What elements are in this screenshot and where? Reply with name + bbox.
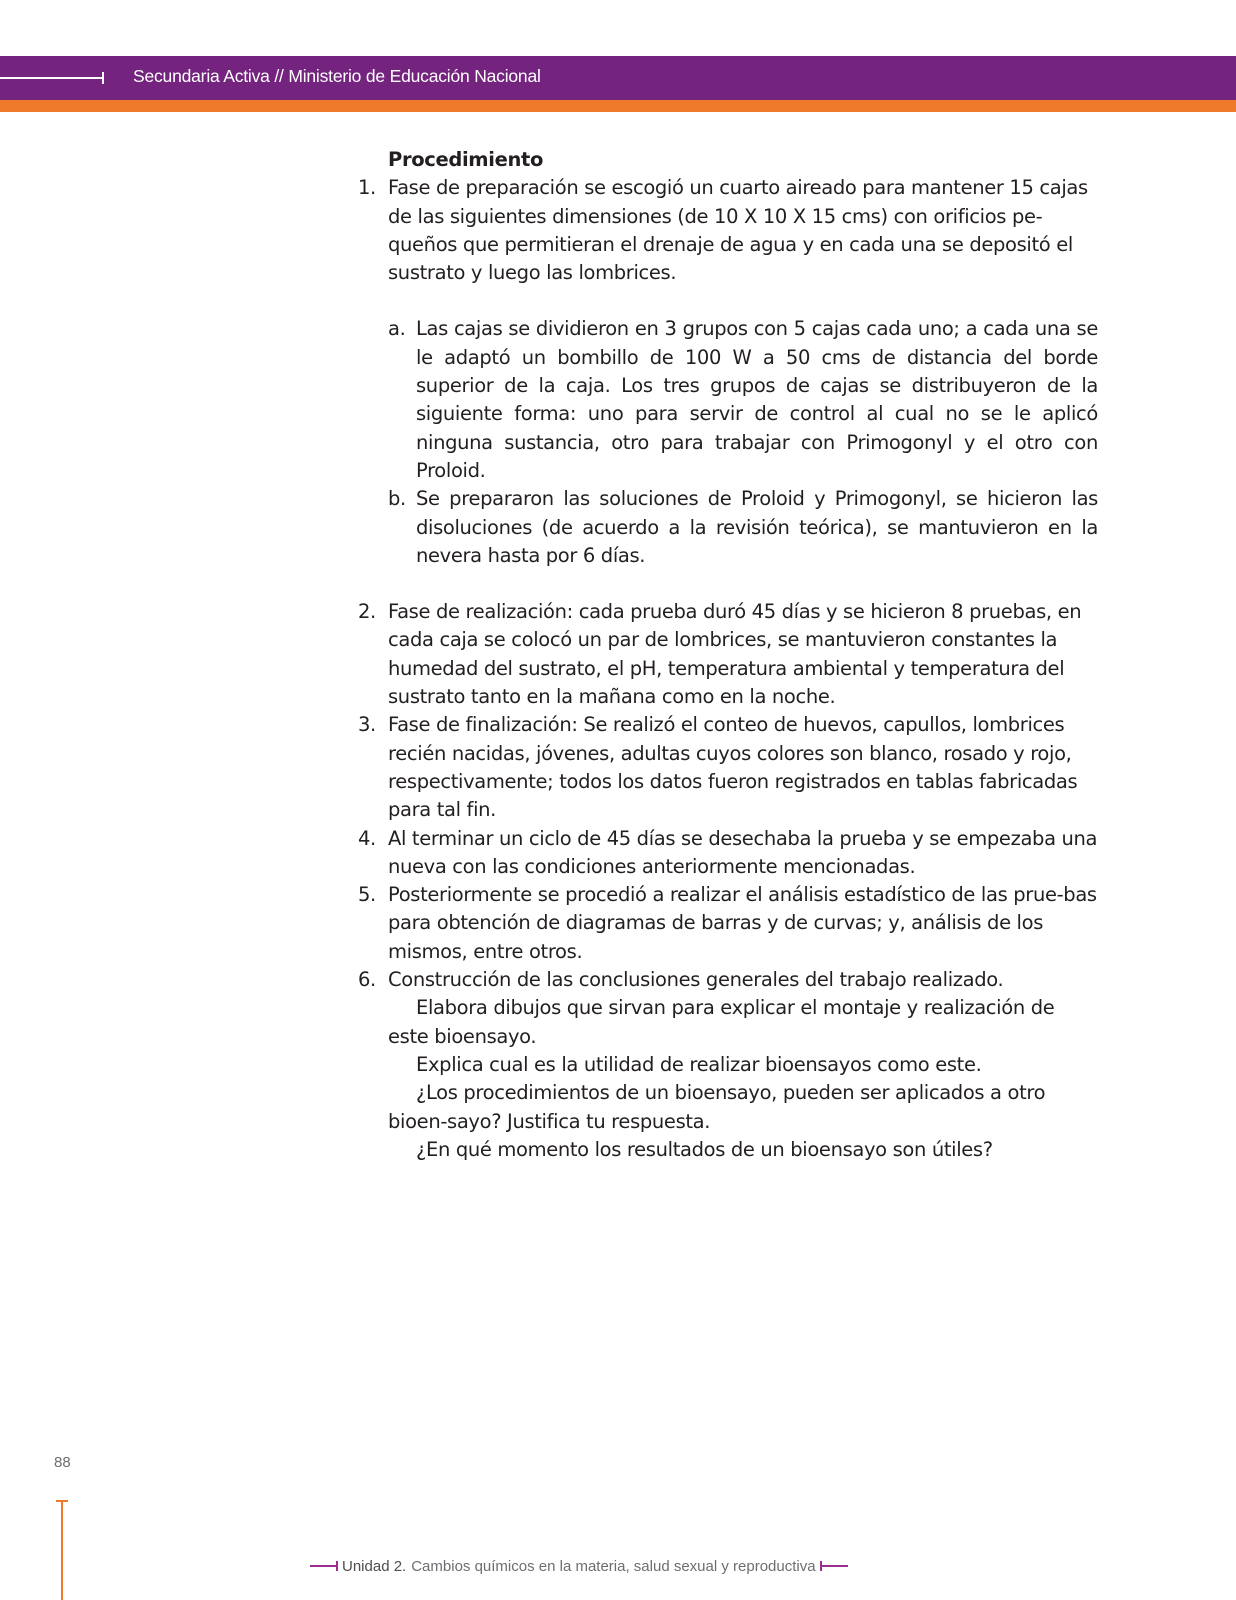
item-text: Construcción de las conclusiones generales del trabajo realizado. xyxy=(388,968,1004,992)
item-number: 5. xyxy=(358,883,376,907)
margin-orange-tick xyxy=(56,1500,68,1502)
main-content xyxy=(358,146,1098,1164)
sub-item-text: Se prepararon las soluciones de Proloid y Primogonyl, se hicieron las disoluciones (de acuerdo a la revisión teórica), se mantuvieron en la nevera hasta por 6 días. xyxy=(416,487,1098,567)
sub-item-letter: b. xyxy=(388,487,406,511)
question-2: Explica cual es la utilidad de realizar bioensayos como este. xyxy=(416,1052,982,1076)
header-decorative-line xyxy=(0,77,103,79)
footer-unit-label: Unidad 2. xyxy=(342,1557,407,1575)
sub-item-letter: a. xyxy=(388,317,406,341)
list-item-5 xyxy=(358,881,1098,966)
item-text: Fase de realización: cada prueba duró 45 días y se hicieron 8 pruebas, en cada caja se colocó un par de lombrices, se mantuvieron constantes la humedad del sustrato, el pH, temperatura ambiental y temperatura del sustrato tanto en la mañana como en la noche. xyxy=(388,600,1082,709)
footer-right-bracket xyxy=(820,1565,848,1567)
page-number: 88 xyxy=(54,1454,71,1471)
footer xyxy=(310,1554,848,1578)
item-number: 6. xyxy=(358,968,376,992)
header-title: Secundaria Activa // Ministerio de Educación Nacional xyxy=(133,66,541,86)
header-orange-stripe xyxy=(0,100,1236,112)
item-text: Fase de finalización: Se realizó el conteo de huevos, capullos, lombrices recién nacidas, jóvenes, adultas cuyos colores son blanco, rosado y rojo, respectivamente; todos los datos fueron registrados en tablas fabricadas para tal fin. xyxy=(388,713,1078,822)
list-item-6 xyxy=(358,966,1098,994)
footer-left-bracket xyxy=(310,1565,338,1567)
item-number: 1. xyxy=(358,176,376,200)
margin-orange-line xyxy=(61,1500,63,1600)
question-3: ¿Los procedimientos de un bioensayo, pueden ser aplicados a otro bioen-sayo? Justifica tu respuesta. xyxy=(388,1081,1046,1133)
list-item-2 xyxy=(358,598,1098,711)
item-text: Posteriormente se procedió a realizar el análisis estadístico de las prue-bas para obtención de diagramas de barras y de curvas; y, análisis de los mismos, entre otros. xyxy=(388,883,1097,963)
question-1: Elabora dibujos que sirvan para explicar el montaje y realización de este bioensayo. xyxy=(388,996,1055,1048)
sub-item-a xyxy=(358,315,1098,485)
sub-item-b xyxy=(358,485,1098,570)
item-number: 3. xyxy=(358,713,376,737)
sub-item-text: Las cajas se dividieron en 3 grupos con 5 cajas cada uno; a cada una se le adaptó un bombillo de 100 W a 50 cms de distancia del borde superior de la caja. Los tres grupos de cajas se distribuyeron de la siguiente forma: uno para servir de control al cual no se le aplicó ninguna sustancia, otro para trabajar con Primogonyl y el otro con Proloid. xyxy=(416,317,1098,482)
list-item-4 xyxy=(358,825,1098,882)
item-number: 4. xyxy=(358,826,376,850)
list-item-1 xyxy=(358,174,1098,287)
list-item-3 xyxy=(358,711,1098,824)
question-4: ¿En qué momento los resultados de un bioensayo son útiles? xyxy=(416,1137,993,1161)
item-text: Fase de preparación se escogió un cuarto aireado para mantener 15 cajas de las siguientes dimensiones (de 10 X 10 X 15 cms) con orificios pe-queños que permitieran el drenaje de agua y en cada una se depositó el sustrato y luego las lombrices. xyxy=(388,176,1088,285)
header-decorative-tick xyxy=(102,72,104,84)
footer-unit-title: Cambios químicos en la materia, salud sexual y reproductiva xyxy=(411,1557,816,1575)
item-number: 2. xyxy=(358,600,376,624)
item-text: Al terminar un ciclo de 45 días se desechaba la prueba y se empezaba una nueva con las condiciones anteriormente mencionadas. xyxy=(388,826,1098,878)
section-title: Procedimiento xyxy=(388,148,544,171)
